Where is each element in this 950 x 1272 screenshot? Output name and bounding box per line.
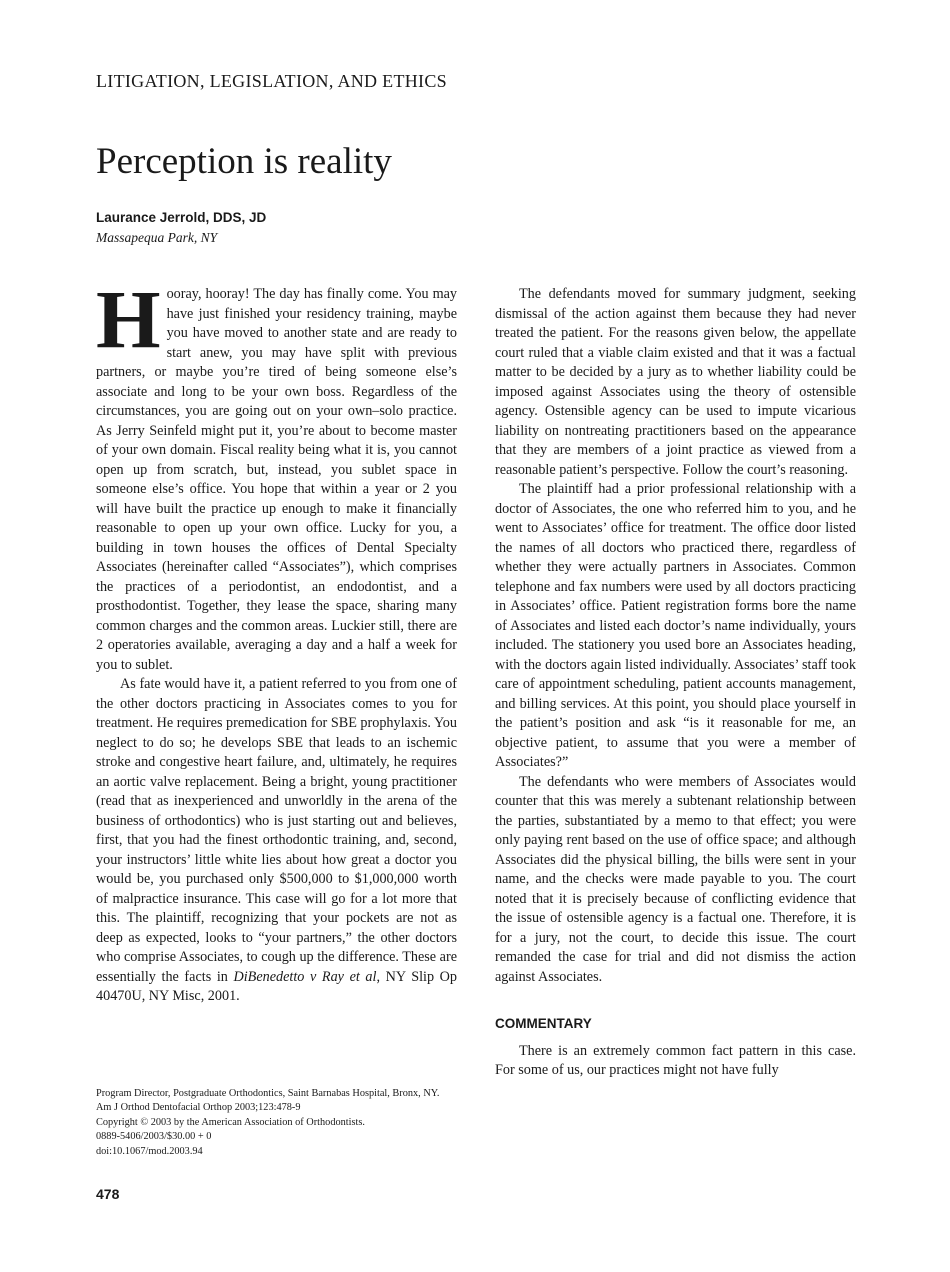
page-number: 478 bbox=[96, 1186, 120, 1202]
footnote-affiliation: Program Director, Postgraduate Orthodontics, Saint Barnabas Hospital, Bronx, NY. bbox=[96, 1088, 440, 1099]
footnote-copyright: Copyright © 2003 by the American Association of Orthodontists. bbox=[96, 1116, 365, 1128]
section-heading: LITIGATION, LEGISLATION, AND ETHICS bbox=[96, 71, 447, 91]
intro-paragraph bbox=[96, 273, 457, 675]
right-column bbox=[495, 285, 856, 1081]
case-name: DiBenedetto v Ray et al bbox=[233, 968, 377, 985]
defense-paragraph: The defendants who were members of Associates would counter that this was merely a subtenant relationship between the parties, substantiated by a memo to that effect; you were only paying rent based on the use of office space; and although Associates did the physical billing, the bills were sent in your name, and the checks were made payable to you. The court noted that it is precisely because of conflicting evidence that the issue of ostensible agency is a factual one. Therefore, it is for a jury, not the court, to decide this issue. The court remanded the case for trial and did not dismiss the action against Associates. bbox=[495, 773, 856, 985]
facts-paragraph bbox=[96, 675, 457, 1007]
facts-text: As fate would have it, a patient referred to you from one of the other doctors practicing in Associates comes to you for treatment. He requires premedication for SBE prophylaxis. You neglect to do so; he develops SBE that leads to an ischemic stroke and congestive heart failure, and, ultimately, he requires an aortic valve replacement. Being a bright, young practitioner (read that as inexperienced and unworldly in the arena of the business of orthodontics) who is just starting out and believes, first, that you had the finest orthodontic training, and, second, your instructors’ little white lies about how great a doctor you would be, you purchased only $500,000 to $1,000,000 worth of malpractice insurance. This case will go for a lot more that this. The plaintiff, recognizing that your pockets are not as deep as expected, looks to “your partners,” the other doctors who comprise Associates, to cough up the difference. These are essentially the facts in bbox=[96, 676, 457, 985]
footnotes bbox=[96, 1087, 457, 1159]
author-name: Laurance Jerrold, DDS, JD bbox=[96, 210, 267, 225]
footnote-doi: doi:10.1067/mod.2003.94 bbox=[96, 1145, 203, 1157]
footnote-citation: Am J Orthod Dentofacial Orthop 2003;123:478-9 bbox=[96, 1102, 301, 1114]
left-column bbox=[96, 273, 458, 1007]
intro-text: ooray, hooray! The day has finally come. You may have just finished your residency training, maybe you have moved to another state and are ready to start anew, you may have split with previous partners, or maybe you’re tired of being someone else’s associate and long to be your own boss. Regardless of the circumstances, you are going out on your own–solo practice. As Jerry Seinfeld might put it, you’re about to become master of your own domain. Fiscal reality being what it is, you cannot open up from scratch, but, instead, you sublet space in someone else’s office. You hope that within a year or 2 you will have built the practice up enough to make it financially reasonable to open up your own office. Lucky for you, a building in town houses the offices of Dental Specialty Associates (hereinafter called “Associates”), which comprises the practices of a periodontist, an endodontist, and a prosthodontist. Together, they lease the space, sharing many common charges and the common areas. Luckier still, there are 2 operatories available, averaging a day and a half a week for you to sublet. bbox=[96, 286, 457, 673]
article-title: Perception is reality bbox=[96, 141, 392, 182]
plaintiff-paragraph: The plaintiff had a prior professional relationship with a doctor of Associates, the one who referred him to you, and he went to Associates’ office for treatment. The office door listed the names of all doctors who practiced there, regardless of whether they were actually partners in Associates. Common telephone and fax numbers were used by all doctors practicing in Associates’ office. Patient registration forms bore the name of Associates and listed each doctor’s name individually, yours included. The stationery you used bore an Associates heading, with the doctors again listed individually. Associates’ staff took care of appointment scheduling, patient accounts management, and billing services. At this point, you should place yourself in the patient’s position and ask “is it reasonable for me, an objective patient, to assume that you were a member of Associates?” bbox=[495, 481, 856, 770]
author-affiliation: Massapequa Park, NY bbox=[96, 230, 218, 245]
footnote-issn: 0889-5406/2003/$30.00 + 0 bbox=[96, 1131, 212, 1143]
case-citation: , NY Slip Op 40470U, NY Misc, 2001. bbox=[96, 968, 458, 1004]
drop-cap: H bbox=[96, 273, 161, 365]
commentary-paragraph: There is an extremely common fact pattern in this case. For some of us, our practices might not have fully bbox=[495, 1042, 856, 1078]
commentary-heading: COMMENTARY bbox=[495, 1016, 592, 1031]
ruling-paragraph: The defendants moved for summary judgment, seeking dismissal of the action against them because they had never treated the patient. For the reasons given below, the appellate court ruled that a viable claim existed and that it was a factual matter to be decided by a jury as to whether liability could be imposed against Associates using the theory of ostensible agency. Ostensible agency can be used to impute vicarious liability on nontreating practitioners based on the appearance that they are members of a joint practice as viewed from a reasonable patient’s perspective. Follow the court’s reasoning. bbox=[495, 286, 856, 478]
